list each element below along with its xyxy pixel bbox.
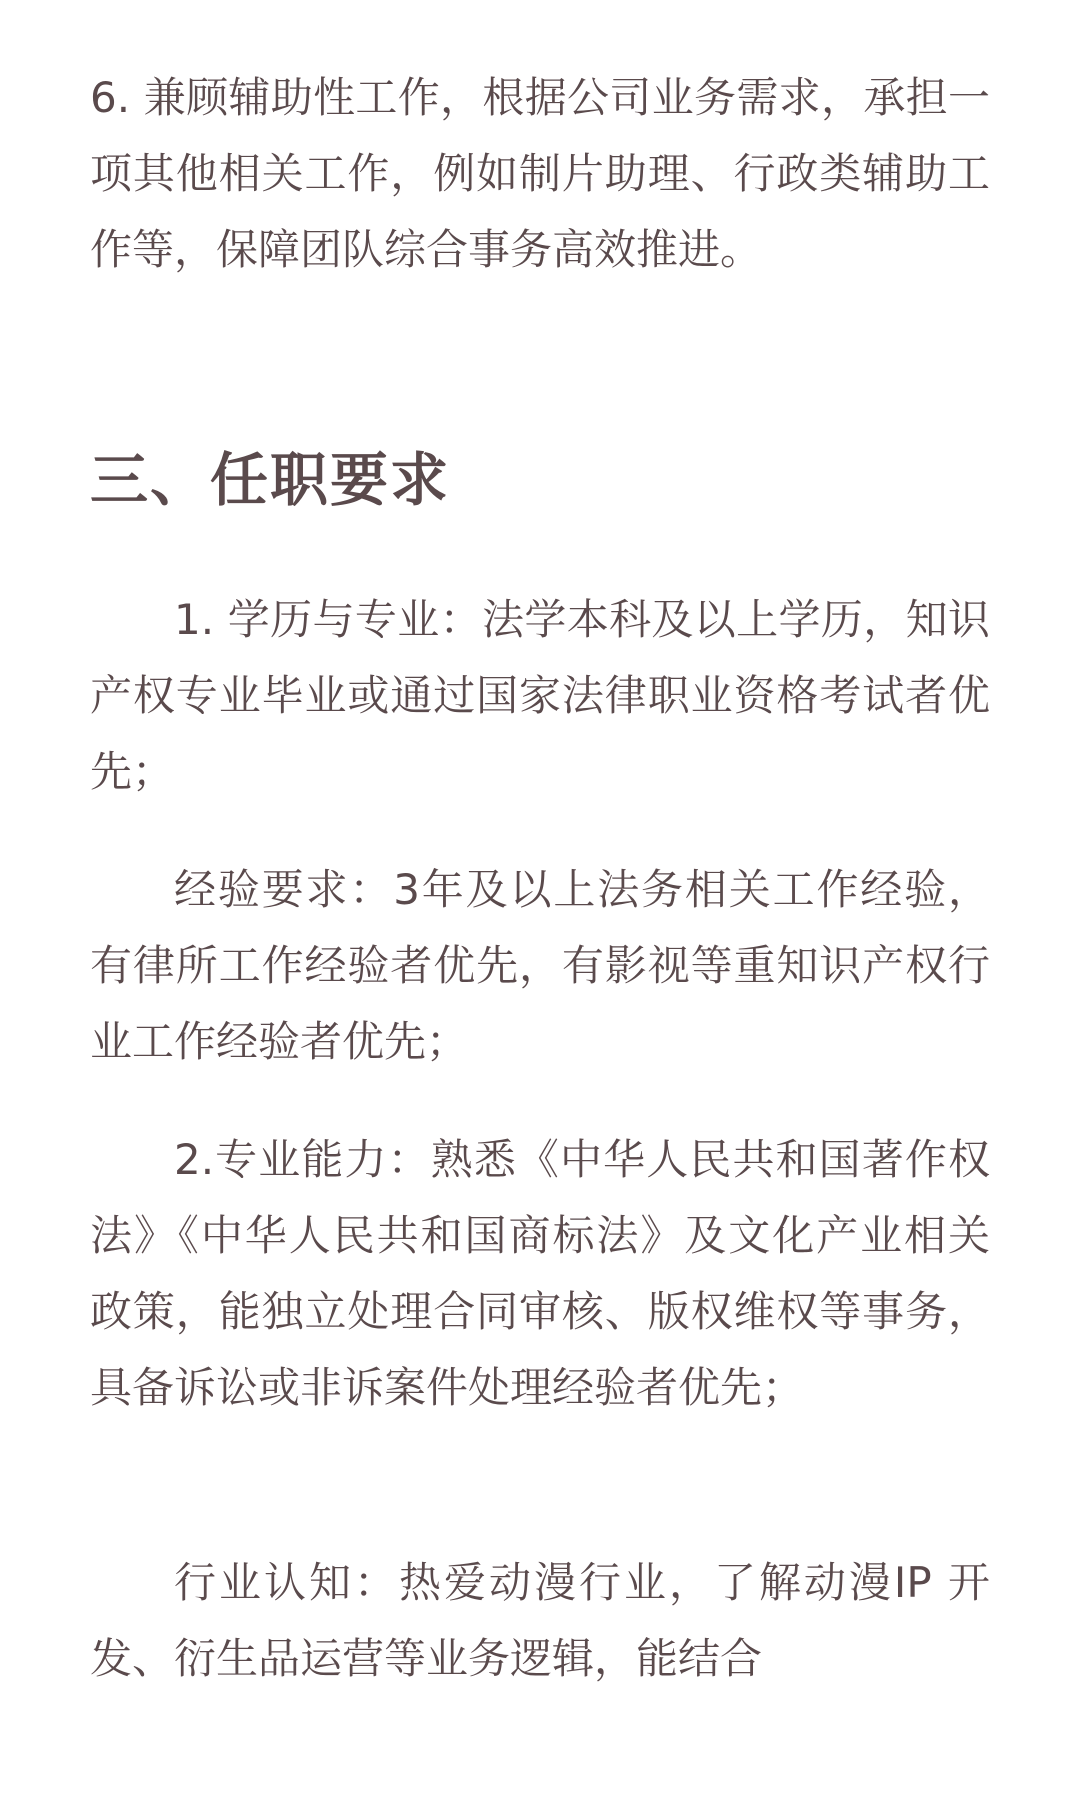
requirement-industry-knowledge: 行业认知：热爱动漫行业，了解动漫IP 开发、衍生品运营等业务逻辑，能结合: [90, 1558, 990, 1683]
requirement-experience: 经验要求：3年及以上法务相关工作经验，有律所工作经验者优先，有影视等重知识产权行业工作经验者优先；: [90, 865, 990, 1066]
requirement-education: 1. 学历与专业：法学本科及以上学历，知识产权专业毕业或通过国家法律职业资格考试者优先；: [90, 595, 990, 796]
section-heading-requirements: 三、任职要求: [90, 446, 451, 514]
duty-item-6: 6. 兼顾辅助性工作，根据公司业务需求，承担一项其他相关工作，例如制片助理、行政类辅助工作等，保障团队综合事务高效推进。: [90, 73, 990, 274]
requirement-professional-skills: 2.专业能力：熟悉《中华人民共和国著作权法》《中华人民共和国商标法》及文化产业相关政策，能独立处理合同审核、版权维权等事务，具备诉讼或非诉案件处理经验者优先；: [90, 1135, 990, 1412]
